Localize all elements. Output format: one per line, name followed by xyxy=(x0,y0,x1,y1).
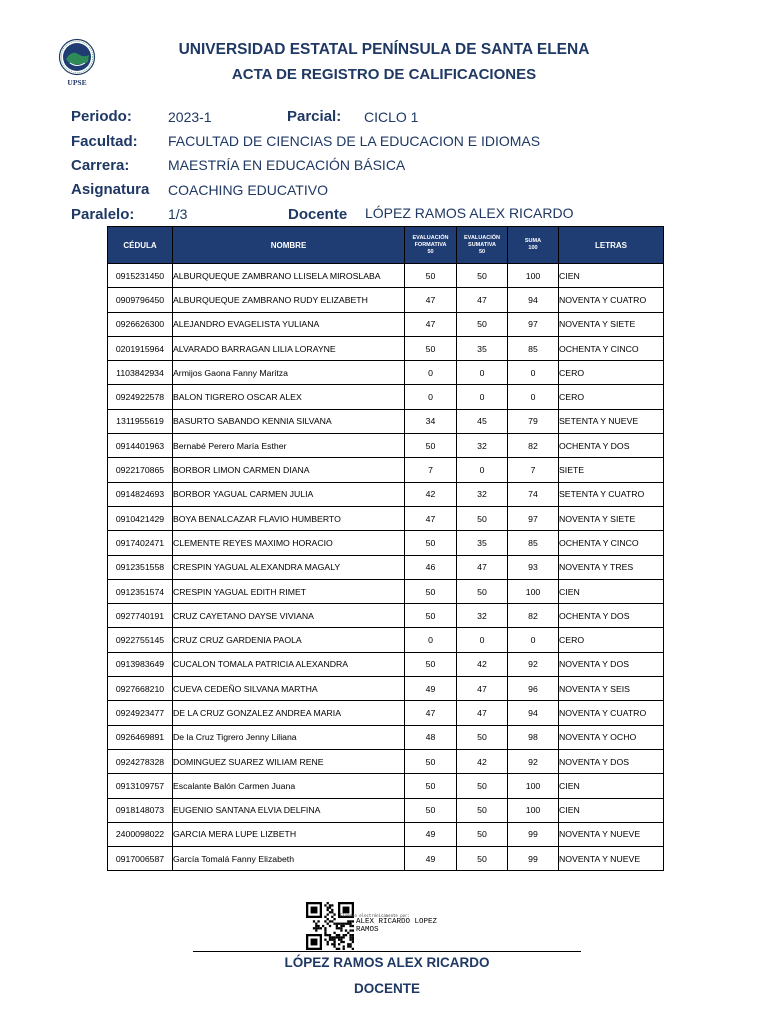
table-row xyxy=(108,749,664,773)
document-title: ACTA DE REGISTRO DE CALIFICACIONES xyxy=(231,66,537,83)
qr-code-icon xyxy=(306,902,354,950)
cell-suma: 82 xyxy=(508,434,559,458)
header-suma-line1: SUMA xyxy=(524,238,542,244)
cell-formativa: 0 xyxy=(405,628,457,652)
paralelo-value: 1/3 xyxy=(168,206,188,222)
cell-suma: 97 xyxy=(508,312,559,336)
cell-suma: 100 xyxy=(508,579,559,603)
periodo-value: 2023-1 xyxy=(168,109,212,125)
asignatura-value: COACHING EDUCATIVO xyxy=(168,182,328,198)
header-letras: LETRAS xyxy=(559,227,664,264)
cell-nombre: DOMINGUEZ SUAREZ WILIAM RENE xyxy=(173,749,405,773)
cell-suma: 96 xyxy=(508,677,559,701)
carrera-label: Carrera: xyxy=(71,157,130,174)
cell-suma: 97 xyxy=(508,506,559,530)
cell-suma: 0 xyxy=(508,361,559,385)
cell-cedula: 0927740191 xyxy=(108,604,173,628)
header-suma-line2: 100 xyxy=(528,245,538,251)
cell-letras: NOVENTA Y DOS xyxy=(559,749,664,773)
cell-cedula: 0927668210 xyxy=(108,677,173,701)
cell-formativa: 49 xyxy=(405,847,457,871)
cell-cedula: 0912351558 xyxy=(108,555,173,579)
cell-formativa: 50 xyxy=(405,798,457,822)
signed-by-caption: Firmado electrónicamente por: xyxy=(340,913,410,918)
table-row xyxy=(108,822,664,846)
cell-formativa: 50 xyxy=(405,434,457,458)
signed-name xyxy=(356,918,456,934)
cell-nombre: CUEVA CEDEÑO SILVANA MARTHA xyxy=(173,677,405,701)
table-row xyxy=(108,677,664,701)
parcial-label: Parcial: xyxy=(287,108,342,125)
cell-sumativa: 50 xyxy=(457,506,508,530)
header-formativa-line3: 50 xyxy=(427,248,434,255)
table-row xyxy=(108,264,664,288)
cell-sumativa: 42 xyxy=(457,652,508,676)
table-row xyxy=(108,361,664,385)
facultad-label: Facultad: xyxy=(71,133,138,150)
header-formativa-line1: EVALUACIÓN xyxy=(412,234,449,241)
cell-cedula: 0926469891 xyxy=(108,725,173,749)
cell-letras: CERO xyxy=(559,628,664,652)
cell-sumativa: 32 xyxy=(457,604,508,628)
header-suma xyxy=(508,227,559,264)
cell-sumativa: 42 xyxy=(457,749,508,773)
header-sumativa xyxy=(457,227,508,264)
cell-cedula: 0201915964 xyxy=(108,336,173,360)
cell-cedula: 0910421429 xyxy=(108,506,173,530)
university-name: UNIVERSIDAD ESTATAL PENÍNSULA DE SANTA ELENA xyxy=(178,41,590,58)
cell-suma: 92 xyxy=(508,652,559,676)
cell-letras: NOVENTA Y NUEVE xyxy=(559,847,664,871)
cell-nombre: BORBOR LIMON CARMEN DIANA xyxy=(173,458,405,482)
cell-letras: SETENTA Y NUEVE xyxy=(559,409,664,433)
cell-cedula: 0915231450 xyxy=(108,264,173,288)
cell-letras: OCHENTA Y CINCO xyxy=(559,336,664,360)
cell-formativa: 50 xyxy=(405,749,457,773)
cell-formativa: 50 xyxy=(405,264,457,288)
cell-suma: 99 xyxy=(508,847,559,871)
cell-letras: NOVENTA Y NUEVE xyxy=(559,822,664,846)
table-row xyxy=(108,458,664,482)
table-row xyxy=(108,579,664,603)
cell-cedula: 0926626300 xyxy=(108,312,173,336)
cell-sumativa: 50 xyxy=(457,264,508,288)
cell-formativa: 48 xyxy=(405,725,457,749)
cell-suma: 82 xyxy=(508,604,559,628)
table-row xyxy=(108,652,664,676)
header-formativa-line2: FORMATIVA xyxy=(414,241,447,248)
cell-cedula: 0924278328 xyxy=(108,749,173,773)
cell-sumativa: 47 xyxy=(457,555,508,579)
logo-text: UPSE xyxy=(67,78,87,87)
cell-suma: 7 xyxy=(508,458,559,482)
cell-sumativa: 50 xyxy=(457,847,508,871)
table-row xyxy=(108,555,664,579)
cell-nombre: EUGENIO SANTANA ELVIA DELFINA xyxy=(173,798,405,822)
cell-cedula: 0913109757 xyxy=(108,774,173,798)
cell-suma: 85 xyxy=(508,336,559,360)
docente-value: LÓPEZ RAMOS ALEX RICARDO xyxy=(365,205,574,221)
cell-formativa: 50 xyxy=(405,604,457,628)
docente-signature-name: LÓPEZ RAMOS ALEX RICARDO xyxy=(284,955,490,970)
cell-formativa: 0 xyxy=(405,361,457,385)
cell-suma: 85 xyxy=(508,531,559,555)
cell-nombre: CRUZ CAYETANO DAYSE VIVIANA xyxy=(173,604,405,628)
cell-sumativa: 50 xyxy=(457,579,508,603)
cell-nombre: CRUZ CRUZ GARDENIA PAOLA xyxy=(173,628,405,652)
cell-formativa: 49 xyxy=(405,822,457,846)
docente-label: Docente xyxy=(288,206,348,223)
cell-letras: CIEN xyxy=(559,798,664,822)
cell-sumativa: 35 xyxy=(457,531,508,555)
cell-formativa: 34 xyxy=(405,409,457,433)
cell-cedula: 0917006587 xyxy=(108,847,173,871)
table-row xyxy=(108,604,664,628)
cell-suma: 92 xyxy=(508,749,559,773)
cell-cedula: 0914824693 xyxy=(108,482,173,506)
cell-suma: 100 xyxy=(508,798,559,822)
cell-formativa: 50 xyxy=(405,579,457,603)
cell-letras: NOVENTA Y OCHO xyxy=(559,725,664,749)
table-row xyxy=(108,434,664,458)
cell-sumativa: 47 xyxy=(457,677,508,701)
cell-cedula: 0924922578 xyxy=(108,385,173,409)
cell-formativa: 42 xyxy=(405,482,457,506)
cell-letras: NOVENTA Y CUATRO xyxy=(559,288,664,312)
cell-letras: SETENTA Y CUATRO xyxy=(559,482,664,506)
parcial-value: CICLO 1 xyxy=(364,109,419,125)
grades-table xyxy=(107,226,664,871)
table-row xyxy=(108,798,664,822)
cell-nombre: CRESPIN YAGUAL EDITH RIMET xyxy=(173,579,405,603)
cell-nombre: CLEMENTE REYES MAXIMO HORACIO xyxy=(173,531,405,555)
table-row xyxy=(108,482,664,506)
cell-sumativa: 32 xyxy=(457,482,508,506)
cell-nombre: BORBOR YAGUAL CARMEN JULIA xyxy=(173,482,405,506)
cell-nombre: BOYA BENALCAZAR FLAVIO HUMBERTO xyxy=(173,506,405,530)
cell-suma: 100 xyxy=(508,264,559,288)
table-row xyxy=(108,531,664,555)
cell-cedula: 0909796450 xyxy=(108,288,173,312)
cell-suma: 94 xyxy=(508,701,559,725)
table-row xyxy=(108,288,664,312)
cell-suma: 0 xyxy=(508,385,559,409)
cell-formativa: 47 xyxy=(405,288,457,312)
paralelo-label: Paralelo: xyxy=(71,206,135,223)
cell-nombre: Bernabé Perero María Esther xyxy=(173,434,405,458)
cell-sumativa: 0 xyxy=(457,458,508,482)
cell-letras: NOVENTA Y DOS xyxy=(559,652,664,676)
cell-formativa: 46 xyxy=(405,555,457,579)
cell-formativa: 50 xyxy=(405,774,457,798)
cell-sumativa: 50 xyxy=(457,798,508,822)
cell-letras: NOVENTA Y CUATRO xyxy=(559,701,664,725)
cell-letras: CERO xyxy=(559,361,664,385)
cell-nombre: DE LA CRUZ GONZALEZ ANDREA MARIA xyxy=(173,701,405,725)
cell-nombre: BASURTO SABANDO KENNIA SILVANA xyxy=(173,409,405,433)
cell-cedula: 0913983649 xyxy=(108,652,173,676)
cell-nombre: CUCALON TOMALA PATRICIA ALEXANDRA xyxy=(173,652,405,676)
cell-sumativa: 0 xyxy=(457,361,508,385)
cell-formativa: 50 xyxy=(405,336,457,360)
cell-formativa: 47 xyxy=(405,701,457,725)
cell-sumativa: 32 xyxy=(457,434,508,458)
cell-cedula: 2400098022 xyxy=(108,822,173,846)
cell-nombre: ALBURQUEQUE ZAMBRANO RUDY ELIZABETH xyxy=(173,288,405,312)
header-formativa xyxy=(405,227,457,264)
signature-line xyxy=(193,951,581,952)
cell-letras: CERO xyxy=(559,385,664,409)
cell-formativa: 49 xyxy=(405,677,457,701)
cell-nombre: García Tomalá Fanny Elizabeth xyxy=(173,847,405,871)
cell-formativa: 47 xyxy=(405,312,457,336)
cell-letras: CIEN xyxy=(559,264,664,288)
table-row xyxy=(108,336,664,360)
signed-name-line1: ALEX RICARDO LOPEZ xyxy=(356,918,438,926)
cell-nombre: BALON TIGRERO OSCAR ALEX xyxy=(173,385,405,409)
cell-formativa: 0 xyxy=(405,385,457,409)
cell-sumativa: 50 xyxy=(457,725,508,749)
cell-formativa: 50 xyxy=(405,652,457,676)
cell-sumativa: 47 xyxy=(457,701,508,725)
cell-suma: 98 xyxy=(508,725,559,749)
cell-cedula: 1103842934 xyxy=(108,361,173,385)
cell-suma: 0 xyxy=(508,628,559,652)
cell-nombre: De la Cruz Tigrero Jenny Liliana xyxy=(173,725,405,749)
cell-nombre: Armijos Gaona Fanny Maritza xyxy=(173,361,405,385)
cell-letras: NOVENTA Y SIETE xyxy=(559,506,664,530)
cell-sumativa: 50 xyxy=(457,822,508,846)
periodo-label: Periodo: xyxy=(71,108,132,125)
header-cedula: CÉDULA xyxy=(108,227,173,264)
cell-letras: CIEN xyxy=(559,579,664,603)
cell-nombre: CRESPIN YAGUAL ALEXANDRA MAGALY xyxy=(173,555,405,579)
docente-signature-role: DOCENTE xyxy=(353,981,420,996)
table-row xyxy=(108,847,664,871)
cell-formativa: 7 xyxy=(405,458,457,482)
cell-sumativa: 0 xyxy=(457,385,508,409)
header-nombre: NOMBRE xyxy=(173,227,405,264)
cell-letras: OCHENTA Y CINCO xyxy=(559,531,664,555)
cell-sumativa: 50 xyxy=(457,312,508,336)
cell-suma: 74 xyxy=(508,482,559,506)
cell-sumativa: 45 xyxy=(457,409,508,433)
cell-letras: OCHENTA Y DOS xyxy=(559,604,664,628)
cell-suma: 99 xyxy=(508,822,559,846)
table-row xyxy=(108,628,664,652)
cell-sumativa: 35 xyxy=(457,336,508,360)
signed-name-line2: RAMOS xyxy=(356,926,379,934)
cell-cedula: 0918148073 xyxy=(108,798,173,822)
table-row xyxy=(108,725,664,749)
cell-letras: OCHENTA Y DOS xyxy=(559,434,664,458)
cell-suma: 93 xyxy=(508,555,559,579)
cell-nombre: GARCIA MERA LUPE LIZBETH xyxy=(173,822,405,846)
header-sumativa-line2: SUMATIVA xyxy=(468,241,496,248)
header-sumativa-line1: EVALUACIÓN xyxy=(464,234,500,241)
cell-sumativa: 47 xyxy=(457,288,508,312)
cell-nombre: ALBURQUEQUE ZAMBRANO LLISELA MIROSLABA xyxy=(173,264,405,288)
cell-cedula: 1311955619 xyxy=(108,409,173,433)
cell-cedula: 0924923477 xyxy=(108,701,173,725)
table-row xyxy=(108,701,664,725)
cell-nombre: ALVARADO BARRAGAN LILIA LORAYNE xyxy=(173,336,405,360)
cell-letras: NOVENTA Y SEIS xyxy=(559,677,664,701)
asignatura-label: Asignatura xyxy=(71,181,150,198)
grades-table-body xyxy=(108,264,664,871)
table-row xyxy=(108,312,664,336)
table-row xyxy=(108,385,664,409)
cell-formativa: 47 xyxy=(405,506,457,530)
cell-suma: 79 xyxy=(508,409,559,433)
table-row xyxy=(108,774,664,798)
cell-letras: CIEN xyxy=(559,774,664,798)
header-sumativa-line3: 50 xyxy=(478,248,486,255)
cell-suma: 100 xyxy=(508,774,559,798)
cell-letras: NOVENTA Y TRES xyxy=(559,555,664,579)
cell-nombre: ALEJANDRO EVAGELISTA YULIANA xyxy=(173,312,405,336)
cell-cedula: 0922170865 xyxy=(108,458,173,482)
cell-sumativa: 50 xyxy=(457,774,508,798)
carrera-value: MAESTRÍA EN EDUCACIÓN BÁSICA xyxy=(168,157,406,173)
cell-formativa: 50 xyxy=(405,531,457,555)
cell-letras: SIETE xyxy=(559,458,664,482)
cell-cedula: 0922755145 xyxy=(108,628,173,652)
cell-cedula: 0914401963 xyxy=(108,434,173,458)
table-header-row xyxy=(108,227,664,264)
cell-nombre: Escalante Balón Carmen Juana xyxy=(173,774,405,798)
cell-sumativa: 0 xyxy=(457,628,508,652)
table-row xyxy=(108,506,664,530)
signature-qr-code xyxy=(306,902,354,950)
cell-suma: 94 xyxy=(508,288,559,312)
cell-letras: NOVENTA Y SIETE xyxy=(559,312,664,336)
facultad-value: FACULTAD DE CIENCIAS DE LA EDUCACION E IDIOMAS xyxy=(168,133,541,149)
table-row xyxy=(108,409,664,433)
cell-cedula: 0912351574 xyxy=(108,579,173,603)
cell-cedula: 0917402471 xyxy=(108,531,173,555)
